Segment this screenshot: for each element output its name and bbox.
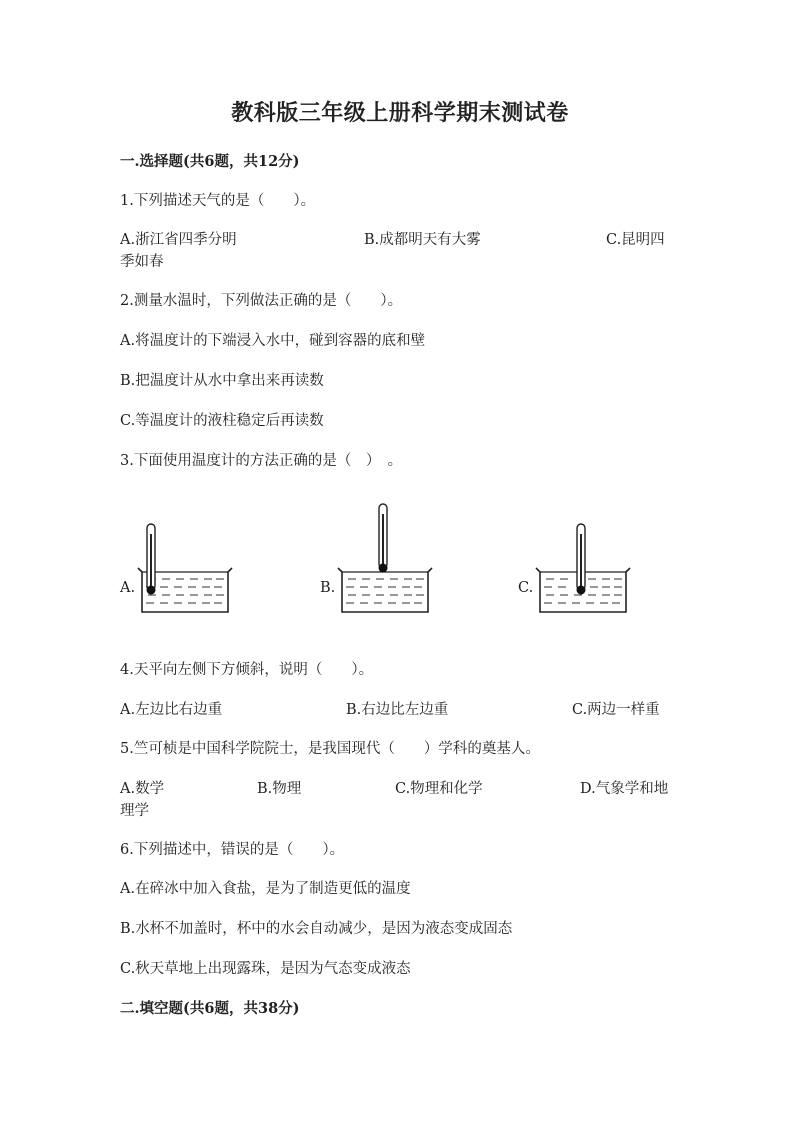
question-3-stem: 3.下面使用温度计的方法正确的是（ ） 。: [120, 453, 403, 469]
question-1-option-c: C.昆明四: [606, 232, 665, 248]
thermometer-beaker-a-icon: [136, 520, 236, 620]
question-1-option-c-continued: 季如春: [120, 254, 164, 270]
question-5-option-d-continued: 理学: [120, 803, 149, 819]
question-6-option-b: B.水杯不加盖时，杯中的水会自动减少，是因为液态变成固态: [120, 921, 513, 937]
question-5-option-a: A.数学: [120, 781, 165, 797]
question-5-option-b: B.物理: [257, 781, 302, 797]
question-4-option-a: A.左边比右边重: [120, 702, 223, 718]
question-6-option-a: A.在碎冰中加入食盐，是为了制造更低的温度: [120, 881, 411, 897]
question-1-stem: 1.下列描述天气的是（ ）。: [120, 193, 316, 209]
question-6-option-c: C.秋天草地上出现露珠，是因为气态变成液态: [120, 961, 411, 977]
question-2-option-a: A.将温度计的下端浸入水中，碰到容器的底和壁: [120, 333, 426, 349]
question-5-stem: 5.竺可桢是中国科学院院士，是我国现代（ ）学科的奠基人。: [120, 741, 540, 757]
question-4-stem: 4.天平向左侧下方倾斜，说明（ ）。: [120, 662, 374, 678]
question-6-stem: 6.下列描述中，错误的是（ ）。: [120, 842, 345, 858]
page-title: 教科版三年级上册科学期末测试卷: [231, 100, 569, 126]
thermometer-beaker-b-icon: [336, 500, 436, 620]
question-1-option-b: B.成都明天有大雾: [364, 232, 481, 248]
section-heading-choice: 一.选择题(共6题，共12分): [120, 153, 300, 170]
question-5-option-d: D.气象学和地: [580, 781, 669, 797]
section-heading-fill-in: 二.填空题(共6题，共38分): [120, 1000, 300, 1017]
question-2-option-c: C.等温度计的液柱稳定后再读数: [120, 413, 324, 429]
question-3-label-a: A.: [120, 580, 136, 596]
question-2-option-b: B.把温度计从水中拿出来再读数: [120, 373, 324, 389]
question-4-option-b: B.右边比左边重: [346, 702, 449, 718]
question-4-option-c: C.两边一样重: [572, 702, 660, 718]
thermometer-beaker-c-icon: [534, 520, 634, 620]
question-3-label-b: B.: [320, 580, 336, 596]
question-2-stem: 2.测量水温时，下列做法正确的是（ ）。: [120, 293, 403, 309]
question-5-option-c: C.物理和化学: [395, 781, 483, 797]
question-3-label-c: C.: [518, 580, 534, 596]
question-1-option-a: A.浙江省四季分明: [120, 232, 237, 248]
